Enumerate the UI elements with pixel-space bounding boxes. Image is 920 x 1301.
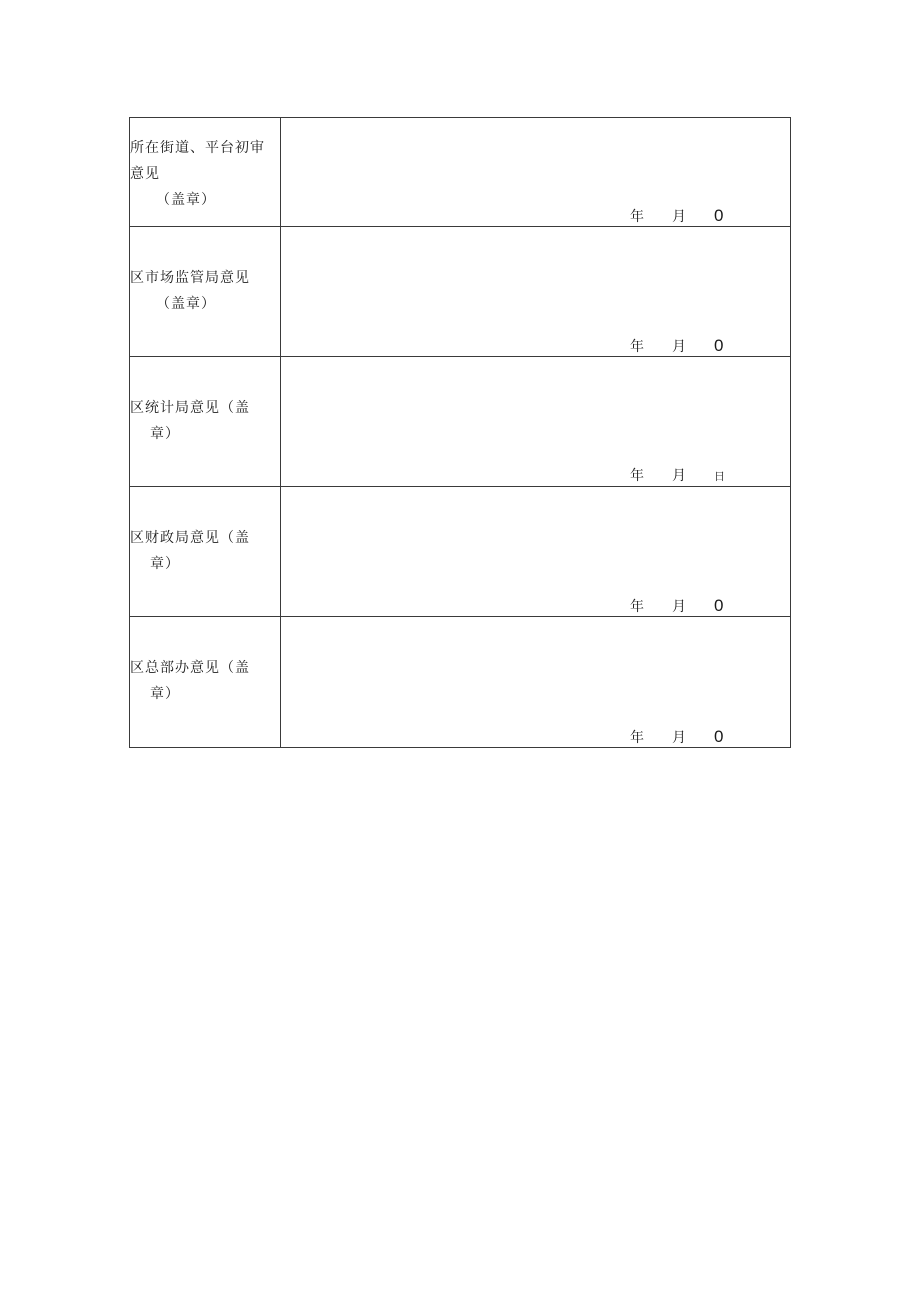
row-label-line: 意见 — [130, 166, 160, 182]
date-line — [630, 337, 723, 356]
opinion-field[interactable] — [281, 487, 791, 617]
opinion-field[interactable] — [281, 617, 791, 748]
date-month-label: 月 — [672, 209, 686, 225]
date-year-label: 年 — [630, 730, 644, 746]
row-label-cell — [130, 118, 281, 227]
date-day-label: 0 — [714, 727, 724, 746]
date-month-label: 月 — [672, 468, 686, 484]
date-line — [630, 207, 723, 226]
row-label-line: 章） — [150, 426, 180, 442]
row-label-cell — [130, 487, 281, 617]
table-row — [130, 118, 791, 227]
row-label-line: 章） — [150, 556, 180, 572]
table-row — [130, 487, 791, 617]
row-label-line: 区统计局意见（盖 — [130, 400, 250, 416]
row-label-cell — [130, 617, 281, 748]
date-day-label: 0 — [714, 596, 724, 615]
approval-form-table — [129, 117, 791, 748]
date-month-label: 月 — [672, 339, 686, 355]
row-label-line: 区财政局意见（盖 — [130, 530, 250, 546]
opinion-field[interactable] — [281, 227, 791, 357]
date-day-label: 0 — [714, 206, 724, 225]
row-label-line: 章） — [150, 686, 180, 702]
date-month-label: 月 — [672, 599, 686, 615]
row-label-line: （盖章） — [156, 192, 216, 208]
date-year-label: 年 — [630, 339, 644, 355]
date-line — [630, 728, 723, 747]
date-day-label: 0 — [714, 336, 724, 355]
row-label-cell — [130, 357, 281, 487]
table-row — [130, 357, 791, 487]
date-year-label: 年 — [630, 468, 644, 484]
row-label-cell — [130, 227, 281, 357]
date-month-label: 月 — [672, 730, 686, 746]
row-label-line: 区总部办意见（盖 — [130, 660, 250, 676]
row-label-line: 区市场监管局意见 — [130, 270, 250, 286]
date-year-label: 年 — [630, 599, 644, 615]
table-row — [130, 617, 791, 748]
date-line — [630, 597, 723, 616]
table-row — [130, 227, 791, 357]
row-label-line: 所在街道、平台初审 — [130, 140, 265, 156]
date-year-label: 年 — [630, 209, 644, 225]
opinion-field[interactable] — [281, 357, 791, 487]
date-line — [630, 467, 725, 486]
date-day-label: 日 — [714, 470, 725, 483]
row-label-line: （盖章） — [156, 296, 216, 312]
opinion-field[interactable] — [281, 118, 791, 227]
